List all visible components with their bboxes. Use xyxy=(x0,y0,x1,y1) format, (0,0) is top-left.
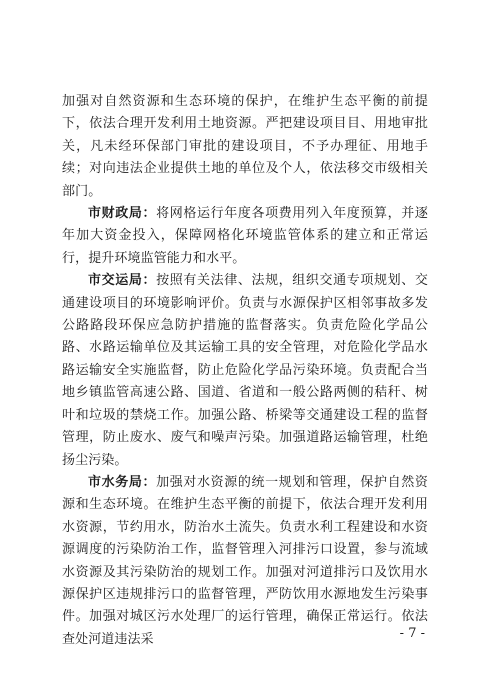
paragraph-text: 将网格运行年度各项费用列入年度预算，并逐年加大资金投入，保障网格化环境监管体系的建立和正常运行，提升环境监管能力和水平。 xyxy=(62,206,428,266)
paragraph-water-bureau xyxy=(62,472,428,651)
paragraph-heading: 市交运局： xyxy=(88,273,157,289)
paragraph-text: 加强对自然资源和生态环境的保护，在维护生态平衡的前提下，依法合理开发利用土地资源。严把建设项目目、用地审批关，凡未经环保部门审批的建设项目，不予办理征、用地手续；对向违法企业提供土地的单位及个人，依法移交市级相关部门。 xyxy=(62,94,428,199)
paragraph-land-resources xyxy=(62,91,428,203)
paragraph-transport-bureau xyxy=(62,270,428,472)
page-number: - 7 - xyxy=(399,626,425,641)
paragraph-finance-bureau xyxy=(62,203,428,270)
paragraph-heading: 市水务局： xyxy=(88,474,157,490)
paragraph-text: 按照有关法律、法规，组织交通专项规划、交通建设项目的环境影响评价。负责与水源保护区相邻事故多发公路路段环保应急防护措施的监督落实。负责危险化学品公路、水路运输单位及其运输工具的安全管理，对危险化学品水路运输安全实施监督，防止危险化学品污染环境。负责配合当地乡镇监管高速公路、国道、省道和一般公路两侧的秸秆、树叶和垃圾的禁烧工作。加强公路、桥梁等交通建设工程的监督管理，防止废水、废气和噪声污染。加强道路运输管理，杜绝扬尘污染。 xyxy=(62,273,428,468)
paragraph-text: 加强对水资源的统一规划和管理，保护自然资源和生态环境。在维护生态平衡的前提下，依法合理开发利用水资源，节约用水，防治水土流失。负责水利工程建设和水资源调度的污染防治工作，监督管理入河排污口设置，参与流域水资源及其污染防治的规划工作。加强对河道排污口及饮用水源保护区违规排污口的监督管理，严防饮用水源地发生污染事件。加强对城区污水处理厂的运行管理，确保正常运行。依法查处河道违法采 xyxy=(62,474,428,647)
paragraph-heading: 市财政局： xyxy=(88,206,157,222)
document-body xyxy=(62,91,428,651)
